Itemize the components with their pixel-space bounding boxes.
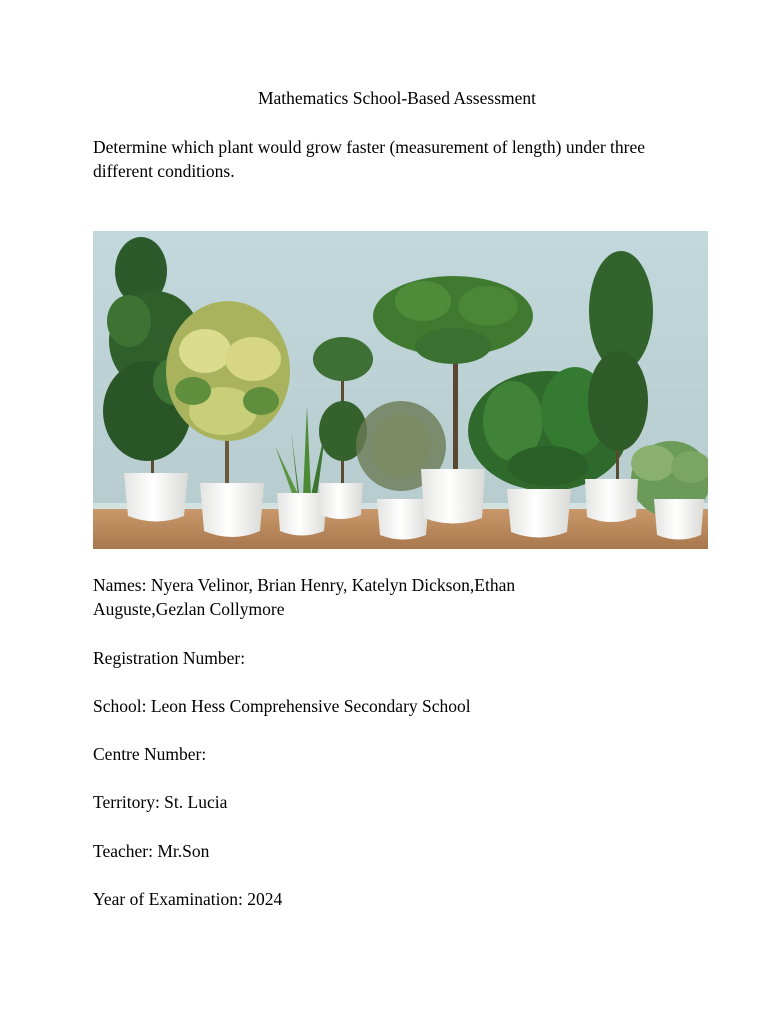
registration-number-field: Registration Number: — [93, 648, 246, 668]
centre-number-field: Centre Number: — [93, 744, 207, 764]
houseplants-photo — [93, 231, 708, 549]
assessment-question: Determine which plant would grow faster (measurement of length) under three different conditions. — [93, 137, 646, 181]
school-field: School: Leon Hess Comprehensive Secondary School — [93, 696, 471, 716]
document-title: Mathematics School-Based Assessment — [257, 88, 537, 108]
names-field: Names: Nyera Velinor, Brian Henry, Katelyn Dickson,Ethan Auguste,Gezlan Collymore — [93, 575, 516, 619]
territory-field: Territory: St. Lucia — [93, 792, 228, 812]
teacher-field: Teacher: Mr.Son — [93, 841, 210, 861]
year-of-examination-field: Year of Examination: 2024 — [93, 889, 283, 909]
